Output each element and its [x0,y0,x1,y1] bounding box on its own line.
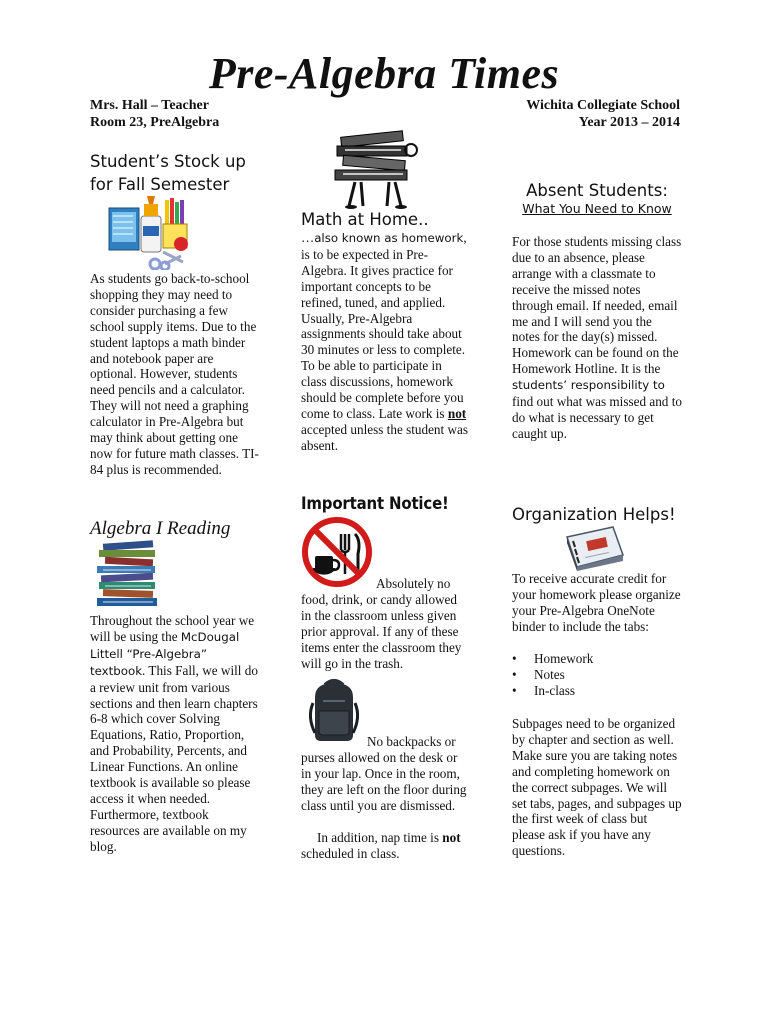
binder-icon [563,525,627,571]
newsletter-title: Pre-Algebra Times [208,49,560,98]
list-item: • Notes [534,667,704,683]
stock-up-paragraph: As students go back-to-school shopping they may need to consider purchasing a few school supply items. Due to the student laptops a math binder and notebook paper are optional. However, students need pencils and a calculator. They will not need a graphing calculator in Pre-Algebra but may think about getting one now for future math classes. TI-84 plus is recommended. [90,271,259,477]
book-stack-icon [95,540,161,612]
list-item: • In-class [534,683,704,699]
important-notice-heading: Important Notice! [301,494,449,514]
food-notice-paragraph: food, drink, or candy allowed in the classroom unless given prior approval. If any of these items enter the classroom they will go in the trash. [301,592,462,671]
school-supplies-icon [107,194,191,270]
school-name: Wichita Collegiate School [526,98,680,113]
math-home-heading: Math at Home.. [301,210,429,229]
organization-heading: Organization Helps! [512,505,676,524]
food-notice-lead: Absolutely no [376,576,451,591]
tabs-list [512,651,704,699]
stock-up-heading: Student’s Stock up for Fall Semester [90,152,246,194]
backpack-notice-lead: No backpacks or [367,734,456,749]
reading-heading: Algebra I Reading [90,518,231,539]
school-year: Year 2013 – 2014 [578,115,680,130]
header-right [526,97,680,131]
nap-notice: In addition, nap time is not scheduled in class. [301,830,461,861]
teacher-name: Mrs. Hall – Teacher [90,98,209,113]
math-home-paragraph: …also known as homework, is to be expected in Pre-Algebra. It gives practice for important concepts to be refined, tuned, and applied. Usually, Pre-Algebra assignments should take about 30 minutes or less to complete. To be able to participate in class discussions, homework should be complete before you come to class. Late work is not accepted unless the student was absent. [301,230,468,453]
homework-books-icon [331,130,421,210]
header-left [90,97,219,131]
absent-subheading: What You Need to Know [522,201,672,216]
room-info: Room 23, PreAlgebra [90,115,220,130]
backpack-icon [303,677,365,743]
reading-paragraph: Throughout the school year we will be using the McDougal Littell “Pre-Algebra” textbook. This Fall, we will do a review unit from various sections and then learn chapters 6-8 which cover Solving Equations, Ratio, Proportion, and Probability, Percents, and Linear Functions. An online textbook is available so please access it when needed. Furthermore, textbook resources are available on my blog. [90,613,258,854]
organization-intro: To receive accurate credit for your homework please organize your Pre-Algebra OneNote binder to include the tabs: [512,571,681,634]
organization-paragraph: Subpages need to be organized by chapter and section as well. Make sure you are taking notes and completing homework on the correct subpages. We will set tabs, pages, and subpages up the first week of class but please ask if you have any questions. [512,716,682,859]
no-food-icon [301,516,373,588]
absent-heading: Absent Students: [526,181,668,200]
list-item: • Homework [534,651,704,667]
backpack-notice-paragraph: purses allowed on the desk or in your lap. Once in the room, they are left on the floor during class until you are dismissed. [301,750,467,813]
absent-paragraph: For those students missing class due to an absence, please arrange with a classmate to receive the missed notes through email. If needed, email me and I will send you the notes for the day(s) missed. Homework can be found on the Homework Hotline. It is the students’ responsibility to find out what was missed and to do what is necessary to get caught up. [512,234,682,441]
